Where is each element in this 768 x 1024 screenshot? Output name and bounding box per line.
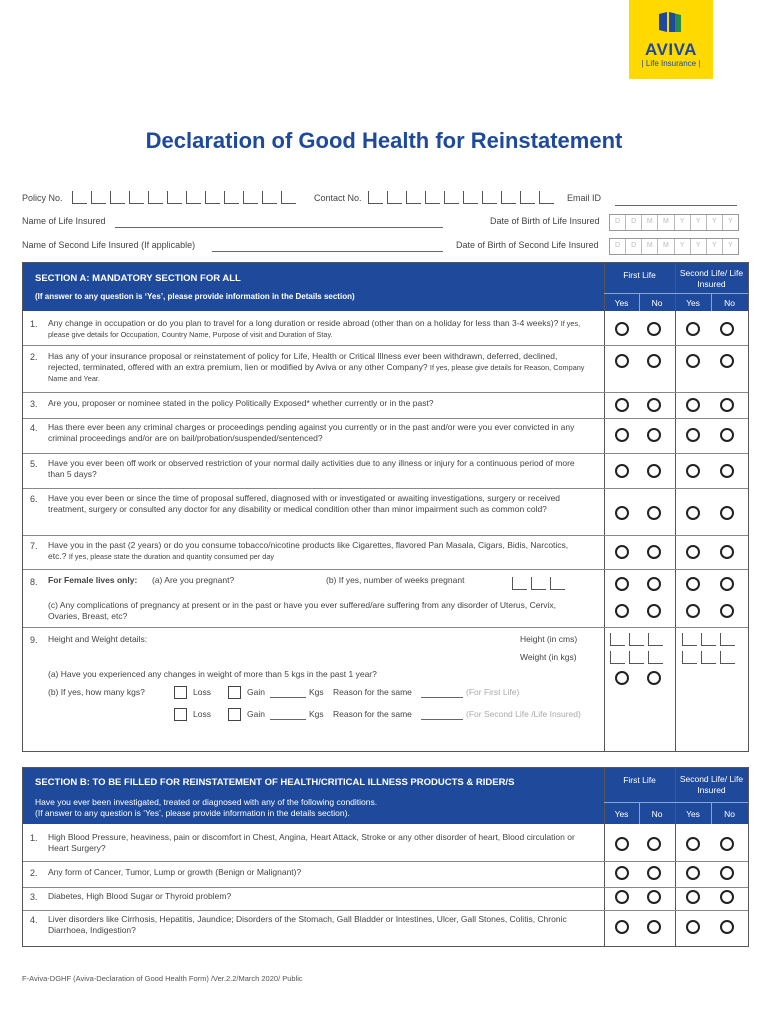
- section-b-row1-radio2[interactable]: [647, 837, 661, 851]
- dob-life-insured-label: Date of Birth of Life Insured: [490, 216, 600, 226]
- section-b-row2-radio1[interactable]: [615, 866, 629, 880]
- section-a-row4-radio1[interactable]: [615, 428, 629, 442]
- section-b-first-life: First Life: [623, 775, 656, 785]
- q9-b: (b) If yes, how many kgs?: [48, 687, 145, 697]
- section-b-row2-radio4[interactable]: [720, 866, 734, 880]
- section-a-row6-radio1[interactable]: [615, 506, 629, 520]
- q9-kgs-first[interactable]: [270, 697, 306, 698]
- section-a-row8-radio1[interactable]: [615, 577, 629, 591]
- section-a-row1-radio2[interactable]: [647, 322, 661, 336]
- section-a-row7-radio1[interactable]: [615, 545, 629, 559]
- policy-no-boxes[interactable]: [72, 191, 300, 204]
- name-second-life-field[interactable]: [212, 251, 443, 252]
- logo-sub: | Life Insurance |: [641, 59, 701, 68]
- section-a-second-life: Second Life/ Life Insured: [679, 268, 744, 289]
- section-b-row4-radio3[interactable]: [686, 920, 700, 934]
- section-a-row3-radio3[interactable]: [686, 398, 700, 412]
- q9-loss-checkbox-second[interactable]: [174, 708, 187, 721]
- page-title: Declaration of Good Health for Reinstatement: [145, 128, 623, 153]
- section-a-no-2: No: [724, 298, 735, 308]
- section-a-row1-radio3[interactable]: [686, 322, 700, 336]
- section-a-row8-radio4[interactable]: [720, 577, 734, 591]
- q9-height-first[interactable]: [610, 633, 667, 646]
- aviva-logo: [629, 0, 713, 79]
- section-b-title: SECTION B: TO BE FILLED FOR REINSTATEMENT OF HEALTH/CRITICAL ILLNESS PRODUCTS & RIDER/S: [35, 777, 515, 788]
- q9-text: Height and Weight details:: [48, 634, 148, 644]
- section-a-row5-radio2[interactable]: [647, 464, 661, 478]
- section-a-q6: Have you ever been or since the time of proposal suffered, diagnosed with or investigated or awaiting investigations, surgery or received treatment, surgery or consulted any doctor for any disability or medical condition other than minor impairment such as common cold?: [48, 493, 561, 514]
- section-b-row3-radio2[interactable]: [647, 890, 661, 904]
- q8-weeks-boxes[interactable]: [512, 577, 569, 590]
- q8-a: (a) Are you pregnant?: [152, 575, 235, 585]
- section-a-row9-radio4[interactable]: [720, 604, 734, 618]
- contact-no-boxes[interactable]: [368, 191, 558, 204]
- section-b-intro1: Have you ever been investigated, treated or diagnosed with any of the following conditions.: [35, 797, 378, 807]
- email-id-field[interactable]: [615, 205, 737, 206]
- section-b-q3: Diabetes, High Blood Sugar or Thyroid problem?: [48, 891, 232, 901]
- section-b-row4-radio2[interactable]: [647, 920, 661, 934]
- section-a-row9-radio1[interactable]: [615, 604, 629, 618]
- section-a-row5-radio4[interactable]: [720, 464, 734, 478]
- section-a-row3-radio2[interactable]: [647, 398, 661, 412]
- section-b-row1-radio3[interactable]: [686, 837, 700, 851]
- section-a-row8-radio3[interactable]: [686, 577, 700, 591]
- q9-kgs-second[interactable]: [270, 719, 306, 720]
- name-life-insured-field[interactable]: [115, 227, 443, 228]
- section-a-row6-radio4[interactable]: [720, 506, 734, 520]
- section-b-q4: Liver disorders like Cirrhosis, Hepatitis, Jaundice; Disorders of the Stomach, Gall Bladder or Intestines, Ulcer, Gall Stones, Colitis, Chronic Diarrhoea, Indigestion?: [48, 914, 567, 935]
- section-a-q9a-radio2[interactable]: [647, 671, 661, 685]
- q8-c: (c) Any complications of pregnancy at present or in the past or have you ever suffered/are suffering from any disorder of Uterus, Cervix, Ovaries, Breast, etc?: [48, 600, 557, 621]
- q9-gain-checkbox-second[interactable]: [228, 708, 241, 721]
- section-b-row3-radio3[interactable]: [686, 890, 700, 904]
- q9-reason-second[interactable]: [421, 719, 463, 720]
- section-a-row1-radio4[interactable]: [720, 322, 734, 336]
- section-a-row8-radio2[interactable]: [647, 577, 661, 591]
- section-a-row6-radio3[interactable]: [686, 506, 700, 520]
- section-b-row1-radio4[interactable]: [720, 837, 734, 851]
- footer: F-Aviva-DGHF (Aviva-Declaration of Good Health Form) /Ver.2.2/March 2020/ Public: [22, 974, 303, 983]
- dob-life-insured-field[interactable]: D D M M Y Y Y Y: [609, 214, 739, 231]
- section-b-no-1: No: [651, 809, 663, 819]
- section-a-row5-radio1[interactable]: [615, 464, 629, 478]
- section-a-row2-radio3[interactable]: [686, 354, 700, 368]
- section-b-second-life: Second Life/ Life Insured: [679, 774, 744, 795]
- section-a-row4-radio4[interactable]: [720, 428, 734, 442]
- q9-loss-checkbox-first[interactable]: [174, 686, 187, 699]
- section-a-row9-radio3[interactable]: [686, 604, 700, 618]
- section-b-row4-radio1[interactable]: [615, 920, 629, 934]
- section-a-row7-radio3[interactable]: [686, 545, 700, 559]
- policy-no-label: Policy No.: [22, 193, 63, 203]
- q9-reason-first[interactable]: [421, 697, 463, 698]
- q9-weight-first[interactable]: [610, 651, 667, 664]
- aviva-logo-icon: [657, 10, 683, 34]
- section-a-q7: Have you in the past (2 years) or do you consume tobacco/nicotine products like Cigarettes, flavored Pan Masala, Cigars, Bidis, Narcotics, etc.? If yes, please state the duration and quantity consumed per day: [48, 540, 569, 561]
- section-b-row2-radio2[interactable]: [647, 866, 661, 880]
- section-a-row3-radio1[interactable]: [615, 398, 629, 412]
- section-b-row2-radio3[interactable]: [686, 866, 700, 880]
- section-a-q3: Are you, proposer or nominee stated in the policy Politically Exposed* whether currently or in the past?: [48, 398, 434, 408]
- section-b-no-2: No: [724, 809, 735, 819]
- section-a-no-1: No: [651, 298, 663, 308]
- dob-second-life-label: Date of Birth of Second Life Insured: [456, 240, 599, 250]
- section-b-yes-1: Yes: [614, 809, 629, 819]
- section-b-q1: High Blood Pressure, heaviness, pain or discomfort in Chest, Angina, Heart Attack, Stroke or any other disorder of heart, Blood circulation or Heart Surgery?: [48, 832, 575, 853]
- section-a-q9a-radio1[interactable]: [615, 671, 629, 685]
- q9-height-second[interactable]: [682, 633, 739, 646]
- q9-weight-label: Weight (in kgs): [520, 652, 577, 662]
- section-a-q5: Have you ever been off work or observed restriction of your normal daily activities due to any illness or injury for a continuous period of more than 5 days?: [48, 458, 575, 479]
- section-a-q2: Has any of your insurance proposal or reinstatement of policy for Life, Health or Critical Illness ever been withdrawn, deferred, declined, rejected, terminated, offered with an extra premium, lien or modified by Aviva or any other Company? If yes, please give details for Reason, Company Name and Year.: [48, 351, 585, 383]
- section-a-first-life: First Life: [623, 270, 656, 280]
- dob-second-life-field[interactable]: D D M M Y Y Y Y: [609, 238, 739, 255]
- section-a-row2-radio2[interactable]: [647, 354, 661, 368]
- section-a-row5-radio3[interactable]: [686, 464, 700, 478]
- logo-brand: AVIVA: [645, 40, 697, 59]
- section-a-yes-1: Yes: [614, 298, 629, 308]
- section-a-q1: Any change in occupation or do you plan to travel for a long duration or reside abroad (other than on a holiday for less than 3-4 weeks)? If yes, please give details for Occupation, Country Name, Purpose of visit and Duration of Stay.: [48, 318, 581, 339]
- q9-height-label: Height (in cms): [520, 634, 578, 644]
- email-id-label: Email ID: [567, 193, 602, 203]
- section-a-row4-radio3[interactable]: [686, 428, 700, 442]
- q8-female-label: For Female lives only:: [48, 575, 138, 585]
- section-a-row2-radio4[interactable]: [720, 354, 734, 368]
- section-b-row1-radio1[interactable]: [615, 837, 629, 851]
- section-a-row9-radio2[interactable]: [647, 604, 661, 618]
- name-life-insured-label: Name of Life Insured: [22, 216, 106, 226]
- section-a-row3-radio4[interactable]: [720, 398, 734, 412]
- section-a-row7-radio4[interactable]: [720, 545, 734, 559]
- section-b-row4-radio4[interactable]: [720, 920, 734, 934]
- section-a-row7-radio2[interactable]: [647, 545, 661, 559]
- section-b-row3-radio1[interactable]: [615, 890, 629, 904]
- section-a-yes-2: Yes: [686, 298, 700, 308]
- section-b-row3-radio4[interactable]: [720, 890, 734, 904]
- q9-gain-checkbox-first[interactable]: [228, 686, 241, 699]
- section-a-row1-radio1[interactable]: [615, 322, 629, 336]
- section-b-intro2: (If answer to any question is ‘Yes’, please provide information in the details section).: [35, 808, 350, 818]
- section-b-yes-2: Yes: [686, 809, 700, 819]
- section-a-title: SECTION A: MANDATORY SECTION FOR ALL: [35, 273, 241, 284]
- section-a-subtitle: (If answer to any question is ‘Yes’, please provide information in the Details section): [35, 292, 355, 301]
- section-b-q2: Any form of Cancer, Tumor, Lump or growth (Benign or Malignant)?: [48, 867, 302, 877]
- section-a-q4: Has there ever been any criminal charges or proceedings pending against you currently or in the past and/or were you ever convicted in any criminal proceedings and/or are on bail/probation/suspended/sentenced?: [48, 422, 575, 443]
- section-a-row6-radio2[interactable]: [647, 506, 661, 520]
- contact-no-label: Contact No.: [314, 193, 362, 203]
- section-a-row2-radio1[interactable]: [615, 354, 629, 368]
- q8-b: (b) If yes, number of weeks pregnant: [326, 575, 465, 585]
- q9-weight-second[interactable]: [682, 651, 739, 664]
- section-a-row4-radio2[interactable]: [647, 428, 661, 442]
- name-second-life-label: Name of Second Life Insured (If applicable): [22, 240, 196, 250]
- q9-a: (a) Have you experienced any changes in weight of more than 5 kgs in the past 1 year?: [48, 669, 377, 679]
